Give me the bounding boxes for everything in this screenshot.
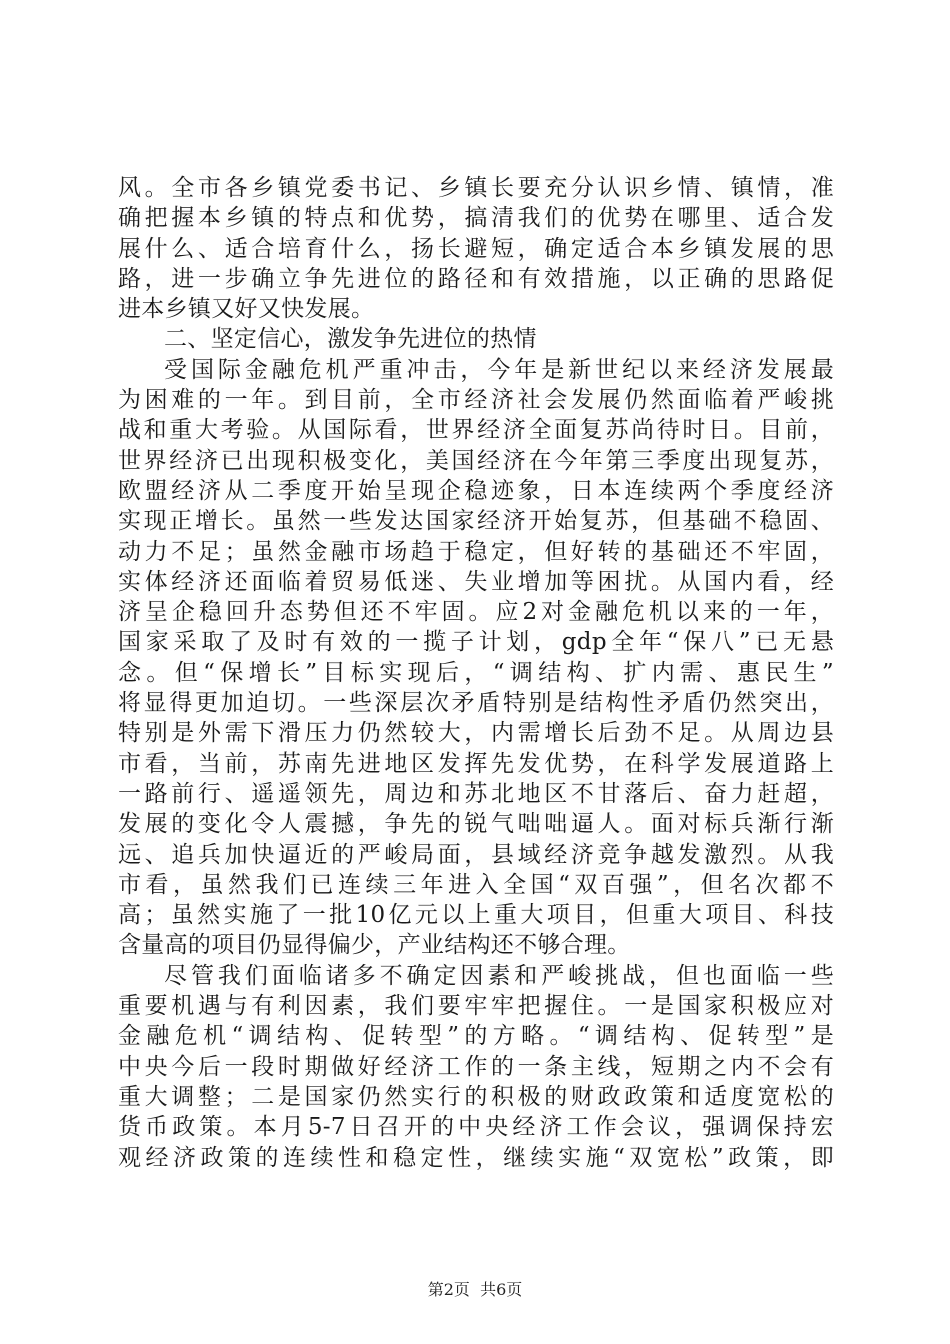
text-line: 高；虽然实施了一批10亿元以上重大项目，但重大项目、科技: [118, 902, 834, 929]
body-text: [118, 173, 834, 1173]
text-line: 含量高的项目仍显得偏少，产业结构还不够合理。: [118, 932, 631, 959]
text-line: 国家采取了及时有效的一揽子计划，gdp全年“保八”已无悬: [118, 629, 834, 656]
text-line: 市看，当前，苏南先进地区发挥先发优势，在科学发展道路上: [118, 750, 834, 777]
text-line: 中央今后一段时期做好经济工作的一条主线，短期之内不会有: [118, 1053, 834, 1080]
text-line: 发展的变化令人震撼，争先的锐气咄咄逼人。面对标兵渐行渐: [118, 811, 834, 838]
text-line: 将显得更加迫切。一些深层次矛盾特别是结构性矛盾仍然突出，: [118, 690, 834, 717]
text-line: 念。但“保增长”目标实现后，“调结构、扩内需、惠民生”: [118, 659, 834, 686]
text-line: 动力不足；虽然金融市场趋于稳定，但好转的基础还不牢固，: [118, 538, 834, 565]
text-line: 尽管我们面临诸多不确定因素和严峻挑战，但也面临一些: [164, 962, 834, 989]
text-line: 实体经济还面临着贸易低迷、失业增加等困扰。从国内看，经: [118, 568, 834, 595]
text-line: 二、坚定信心，激发争先进位的热情: [164, 326, 537, 353]
text-line: 重大调整；二是国家仍然实行的积极的财政政策和适度宽松的: [118, 1083, 834, 1110]
text-line: 特别是外需下滑压力仍然较大，内需增长后劲不足。从周边县: [118, 720, 834, 747]
page-footer: 第2页 共6页: [427, 1280, 523, 1299]
text-line: 战和重大考验。从国际看，世界经济全面复苏尚待时日。目前，: [118, 417, 834, 444]
text-line: 济呈企稳回升态势但还不牢固。应2对金融危机以来的一年，: [118, 599, 834, 626]
text-line: 重要机遇与有利因素，我们要牢牢把握住。一是国家积极应对: [118, 993, 834, 1020]
text-line: 受国际金融危机严重冲击，今年是新世纪以来经济发展最: [164, 356, 834, 383]
text-line: 世界经济已出现积极变化，美国经济在今年第三季度出现复苏，: [118, 447, 834, 474]
text-line: 市看，虽然我们已连续三年进入全国“双百强”，但名次都不: [118, 871, 834, 898]
text-line: 实现正增长。虽然一些发达国家经济开始复苏，但基础不稳固、: [118, 508, 834, 535]
text-line: 远、追兵加快逼近的严峻局面，县域经济竞争越发激烈。从我: [118, 841, 834, 868]
text-line: 观经济政策的连续性和稳定性，继续实施“双宽松”政策，即: [118, 1144, 834, 1171]
text-line: 一路前行、遥遥领先，周边和苏北地区不甘落后、奋力赶超，: [118, 780, 834, 807]
text-line: 风。全市各乡镇党委书记、乡镇长要充分认识乡情、镇情，准: [118, 175, 834, 201]
text-line: 金融危机“调结构、促转型”的方略。“调结构、促转型”是: [118, 1023, 834, 1050]
text-line: 确把握本乡镇的特点和优势，搞清我们的优势在哪里、适合发: [118, 205, 834, 232]
text-line: 欧盟经济从二季度开始呈现企稳迹象，日本连续两个季度经济: [118, 477, 834, 504]
text-line: 进本乡镇又好又快发展。: [118, 296, 375, 323]
text-line: 货币政策。本月5-7日召开的中央经济工作会议，强调保持宏: [118, 1114, 834, 1141]
text-line: 展什么、适合培育什么，扬长避短，确定适合本乡镇发展的思: [118, 235, 834, 262]
text-line: 路，进一步确立争先进位的路径和有效措施，以正确的思路促: [118, 265, 834, 292]
text-line: 为困难的一年。到目前，全市经济社会发展仍然面临着严峻挑: [118, 387, 834, 414]
